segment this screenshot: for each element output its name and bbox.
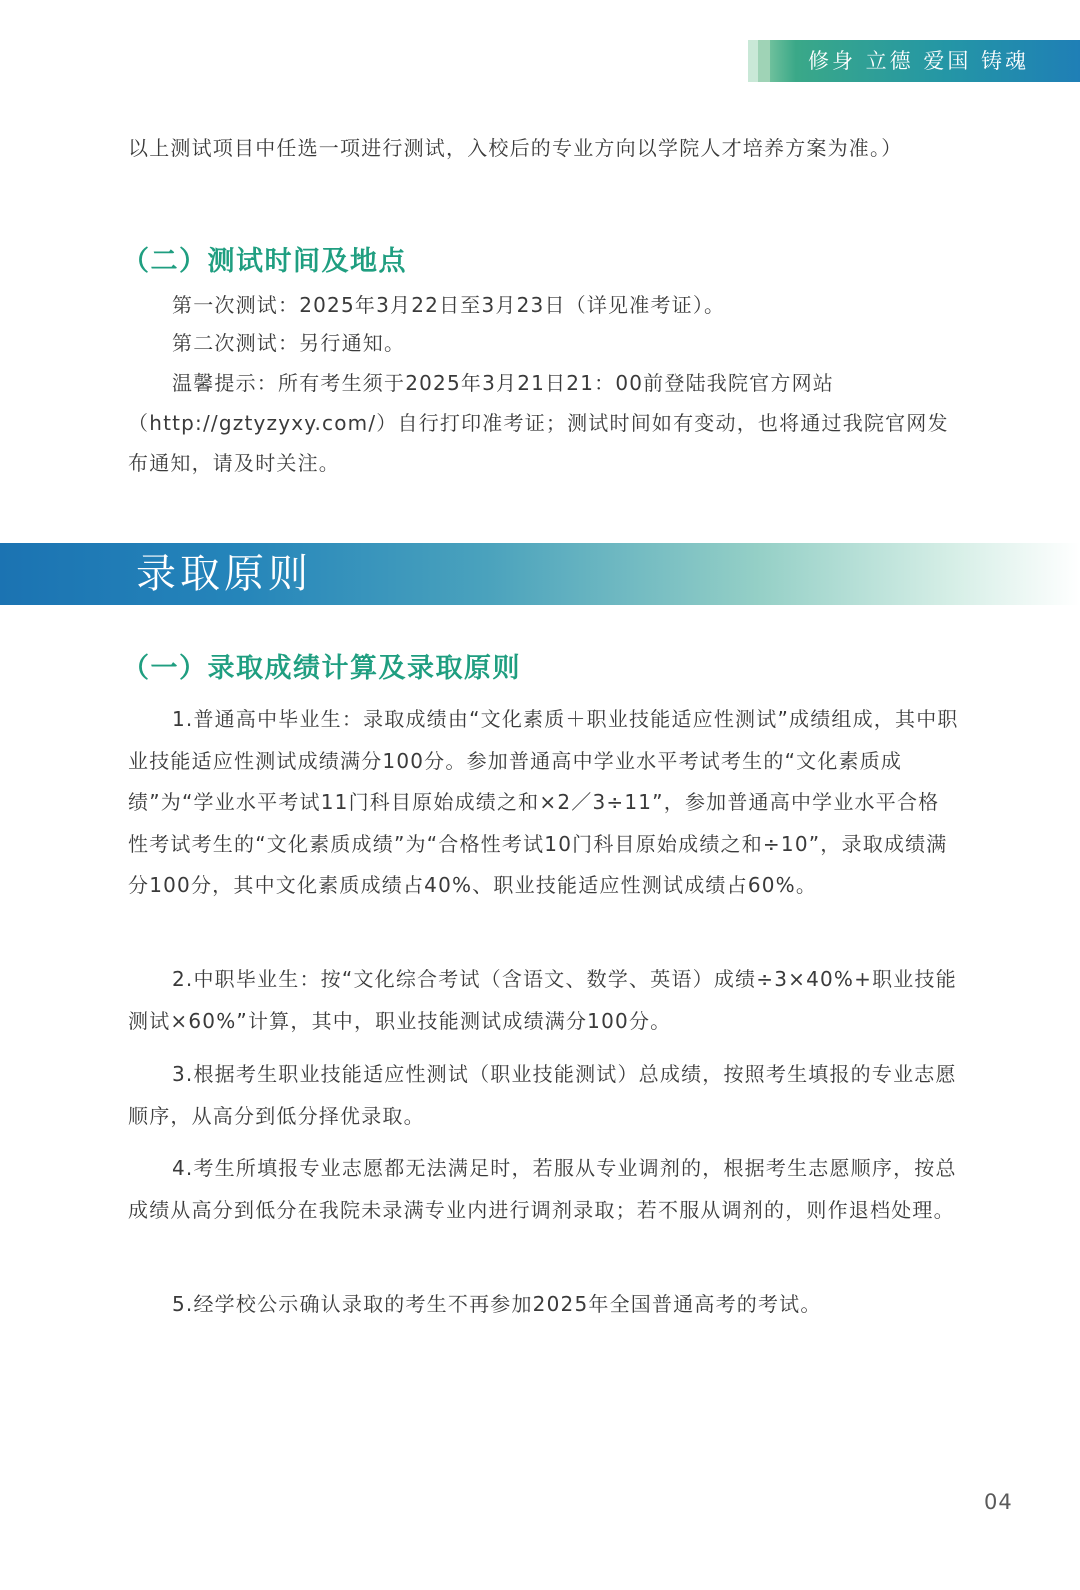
- page-number: 04: [984, 1490, 1013, 1514]
- reminder-notice: 温馨提示：所有考生须于2025年3月21日21：00前登陆我院官方网站（http://gztyzyxy.com/）自行打印准考证；测试时间如有变动，也将通过我院官网发布通知，请及时关注。: [128, 371, 949, 475]
- admission-item-2: 2.中职毕业生：按“文化综合考试（含语文、数学、英语）成绩÷3×40%+职业技能测试×60%”计算，其中，职业技能测试成绩满分100分。: [128, 967, 957, 1033]
- admission-item-4: 4.考生所填报专业志愿都无法满足时，若服从专业调剂的，根据考生志愿顺序，按总成绩从高分到低分在我院未录满专业内进行调剂录取；若不服从调剂的，则作退档处理。: [128, 1156, 957, 1222]
- admission-item-5: 5.经学校公示确认录取的考生不再参加2025年全国普通高考的考试。: [172, 1292, 822, 1316]
- test-time-heading: （二）测试时间及地点: [122, 246, 407, 277]
- motto-banner: [748, 40, 1080, 82]
- motto-text: 修身 立德 爱国 铸魂: [808, 49, 1030, 73]
- first-test-info: 第一次测试：2025年3月22日至3月23日（详见准考证）。: [172, 293, 726, 317]
- admission-section-title: 录取原则: [136, 551, 312, 597]
- admission-item-3: 3.根据考生职业技能适应性测试（职业技能测试）总成绩，按照考生填报的专业志愿顺序，从高分到低分择优录取。: [128, 1062, 957, 1128]
- second-test-info: 第二次测试：另行通知。: [172, 331, 406, 355]
- admission-score-heading: （一）录取成绩计算及录取原则: [122, 653, 521, 684]
- intro-paragraph: 以上测试项目中任选一项进行测试，入校后的专业方向以学院人才培养方案为准。）: [128, 136, 903, 160]
- admission-item-1: 1.普通高中毕业生：录取成绩由“文化素质＋职业技能适应性测试”成绩组成，其中职业技能适应性测试成绩满分100分。参加普通高中学业水平考试考生的“文化素质成绩”为“学业水平考试11门科目原始成绩之和×2／3÷11”，参加普通高中学业水平合格性考试考生的“文化素质成绩”为“合格性考试10门科目原始成绩之和÷10”，录取成绩满分100分，其中文化素质成绩占40%、职业技能适应性测试成绩占60%。: [128, 707, 959, 897]
- admission-section-banner: [0, 543, 1080, 605]
